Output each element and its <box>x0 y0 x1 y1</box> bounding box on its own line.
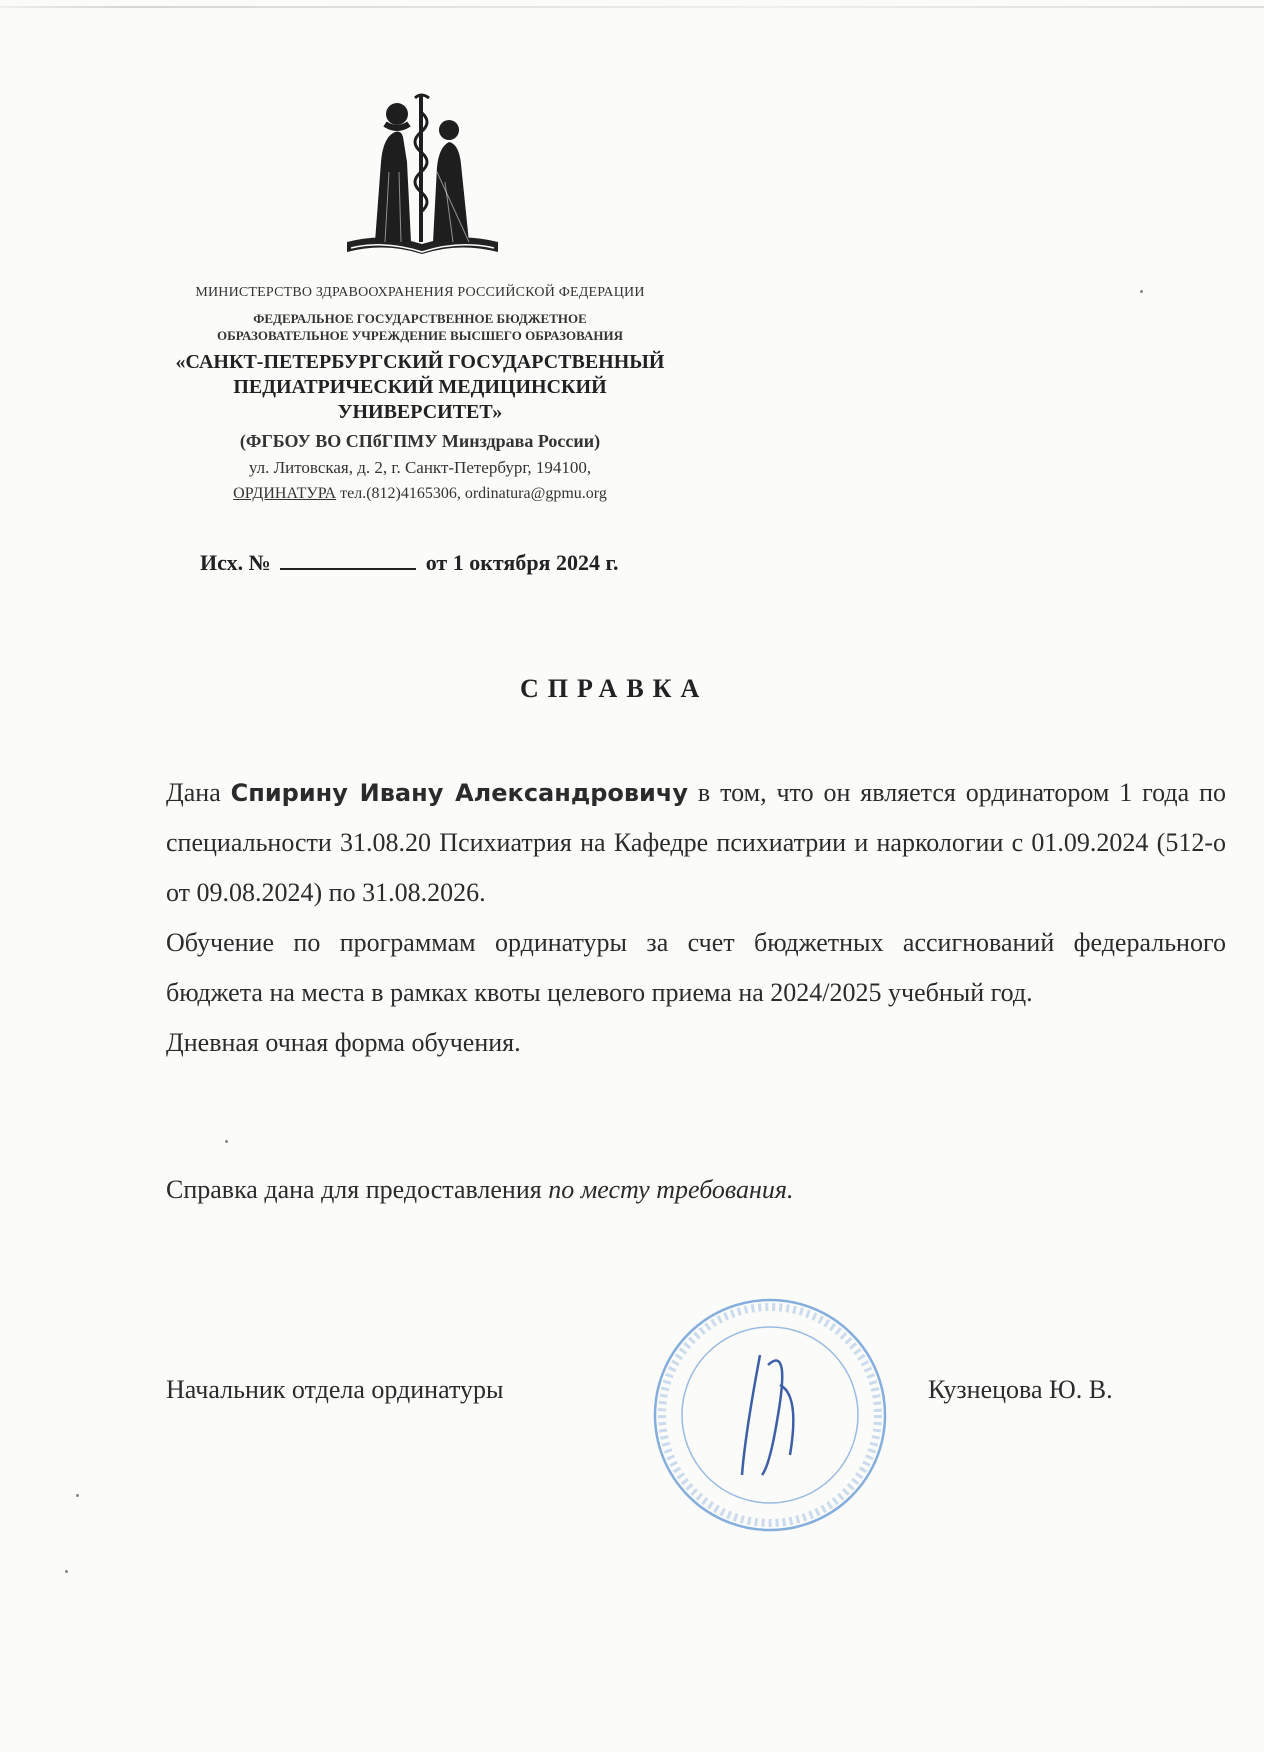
institution-type-line1: ФЕДЕРАЛЬНОЕ ГОСУДАРСТВЕННОЕ БЮДЖЕТНОЕ <box>253 311 587 326</box>
resident-name: Спирину Ивану Александровичу <box>230 779 688 807</box>
certificate-body <box>166 768 1226 1068</box>
purpose-line <box>166 1170 794 1210</box>
university-abbreviation: (ФГБОУ ВО СПбГПМУ Минздрава России) <box>239 431 601 451</box>
outgoing-prefix: Исх. № <box>200 550 271 575</box>
outgoing-date: от 1 октября 2024 г. <box>425 550 619 575</box>
purpose-italic: по месту требования. <box>548 1175 794 1204</box>
scan-speck <box>1140 290 1143 293</box>
scan-speck <box>65 1570 68 1573</box>
body-paragraph-2: Обучение по программам ординатуры за счет бюджетных ассигнований федерального бюджета на места в рамках квоты целевого приема на 2024/2025 учебный год. <box>166 928 1226 1007</box>
signatory-name: Кузнецова Ю. В. <box>928 1375 1113 1404</box>
purpose-text: Справка дана для предоставления <box>166 1175 549 1204</box>
scan-edge-line <box>0 6 1264 8</box>
university-address: ул. Литовская, д. 2, г. Санкт-Петербург, 194100, <box>248 458 592 477</box>
scan-speck <box>225 1140 228 1143</box>
body-paragraph-3: Дневная очная форма обучения. <box>166 1028 521 1057</box>
ministry-name: МИНИСТЕРСТВО ЗДРАВООХРАНЕНИЯ РОССИЙСКОЙ ФЕДЕРАЦИИ <box>195 285 645 300</box>
institution-type-line2: ОБРАЗОВАТЕЛЬНОЕ УЧРЕЖДЕНИЕ ВЫСШЕГО ОБРАЗОВАНИЯ <box>217 328 623 343</box>
contacts-line <box>160 483 680 505</box>
university-name-line3: УНИВЕРСИТЕТ» <box>337 401 503 423</box>
body-p1-rest: в том, что он является ординатором 1 года по специальности 31.08.20 Психиатрия на Кафедре психиатрии и наркологии с 01.09.2024 (512-о от 09.08.2024) по 31.08.2026. <box>166 778 1226 907</box>
department-name: ОРДИНАТУРА <box>233 485 337 502</box>
outgoing-number-line <box>200 550 618 576</box>
university-name-line2: ПЕДИАТРИЧЕСКИЙ МЕДИЦИНСКИЙ <box>233 376 607 398</box>
handwritten-signature <box>742 1355 793 1475</box>
institution-type <box>160 310 680 344</box>
document-title: СПРАВКА <box>520 674 709 703</box>
body-paragraph-1 <box>166 768 1226 918</box>
university-name-line1: «САНКТ-ПЕТЕРБУРГСКИЙ ГОСУДАРСТВЕННЫЙ <box>175 351 665 373</box>
letterhead <box>160 284 680 505</box>
university-emblem-logo <box>345 92 500 272</box>
outgoing-number-blank <box>280 550 416 570</box>
university-name <box>160 350 680 425</box>
contacts: тел.(812)4165306, ordinatura@gpmu.org <box>336 485 607 502</box>
signatory-position: Начальник отдела ординатуры <box>166 1375 504 1404</box>
scan-speck <box>76 1494 79 1497</box>
body-p1-start: Дана <box>166 778 231 807</box>
official-stamp-seal <box>650 1295 890 1535</box>
